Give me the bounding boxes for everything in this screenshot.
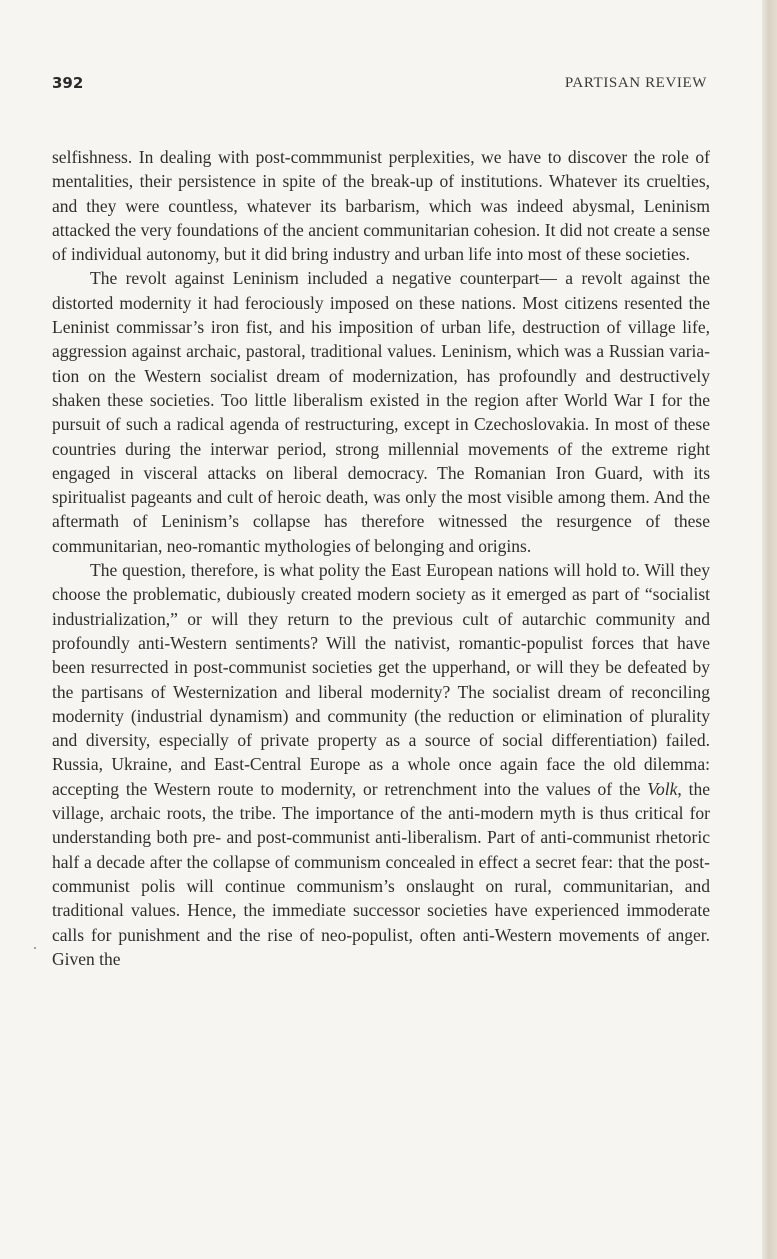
- margin-speck: [34, 947, 36, 949]
- paragraph-3-text-a: The question, therefore, is what polity the East European nations will hold to. Will they choose the problematic, dubiously created modern society as it emerged as part of “socialist industrialization,” or will they return to the previous cult of autarchic community and profoundly anti-Western sentiments? Will the nativist, romantic-populist forces that have been resurrected in post-communist societies get the upperhand, or will they be defeated by the partisans of Westernization and liberal modernity? The socialist dream of reconciling modernity (industrial dynamism) and community (the reduction or elimination of plurality and diversity, especially of private property as a source of social differentiation) failed. Russia, Ukraine, and East-Central Europe as a whole once again face the old dilemma: accepting the Western route to modernity, or retrenchment into the values of the: [52, 560, 710, 799]
- paragraph-3: [52, 558, 710, 971]
- italic-term-volk: Volk: [647, 778, 678, 799]
- paragraph-3-text-b: , the village, archaic roots, the tribe. The importance of the anti-modern myth is thus critical for understanding both pre- and post-communist anti-liberalism. Part of anti-communist rhetoric half a decade after the collapse of communism concealed in effect a secret fear: that the post-communist polis will continue communism’s onslaught on rural, communitarian, and traditional values. Hence, the immediate successor societies have experienced immoderate calls for punishment and the rise of neo-populist, often anti-Western movements of anger. Given the: [52, 778, 711, 969]
- journal-title: PARTISAN REVIEW: [564, 75, 707, 91]
- page-number: 392: [52, 74, 84, 92]
- paragraph-2: The revolt against Leninism included a negative counterpart— a revolt against the distorted modernity it had ferociously imposed on these nations. Most citizens resented the Leninist commissar’s iron fist, and his imposition of urban life, destruction of village life, aggression against archaic, pastoral, traditional values. Leninism, which was a Russian variation on the Western socialist dream of modernization, has profoundly and destructively shaken these societies. Too little liberalism existed in the region after World War I for the pursuit of such a radical agenda of restructuring, except in Czechoslovakia. In most of these countries during the interwar period, strong millennial movements of the extreme right engaged in visceral attacks on liberal democracy. The Romanian Iron Guard, with its spiritualist pageants and cult of heroic death, was only the most visible among them. And the aftermath of Leninism’s collapse has therefore witnessed the resurgence of these communitarian, neo-romantic mythologies of belonging and origins.: [52, 268, 710, 556]
- body-text: [52, 145, 710, 971]
- running-head: [52, 74, 707, 94]
- paragraph-1: selfishness. In dealing with post-commmunist perplexities, we have to discover the role of mentalities, their persistence in spite of the break-up of institutions. Whatever its cruelties, and they were countless, whatever its barbarism, which was indeed abysmal, Leninism attacked the very foundations of the ancient communitarian cohesion. It did not create a sense of individual autonomy, but it did bring industry and urban life into most of these societies.: [52, 147, 710, 265]
- page-edge-shadow: [762, 0, 777, 1259]
